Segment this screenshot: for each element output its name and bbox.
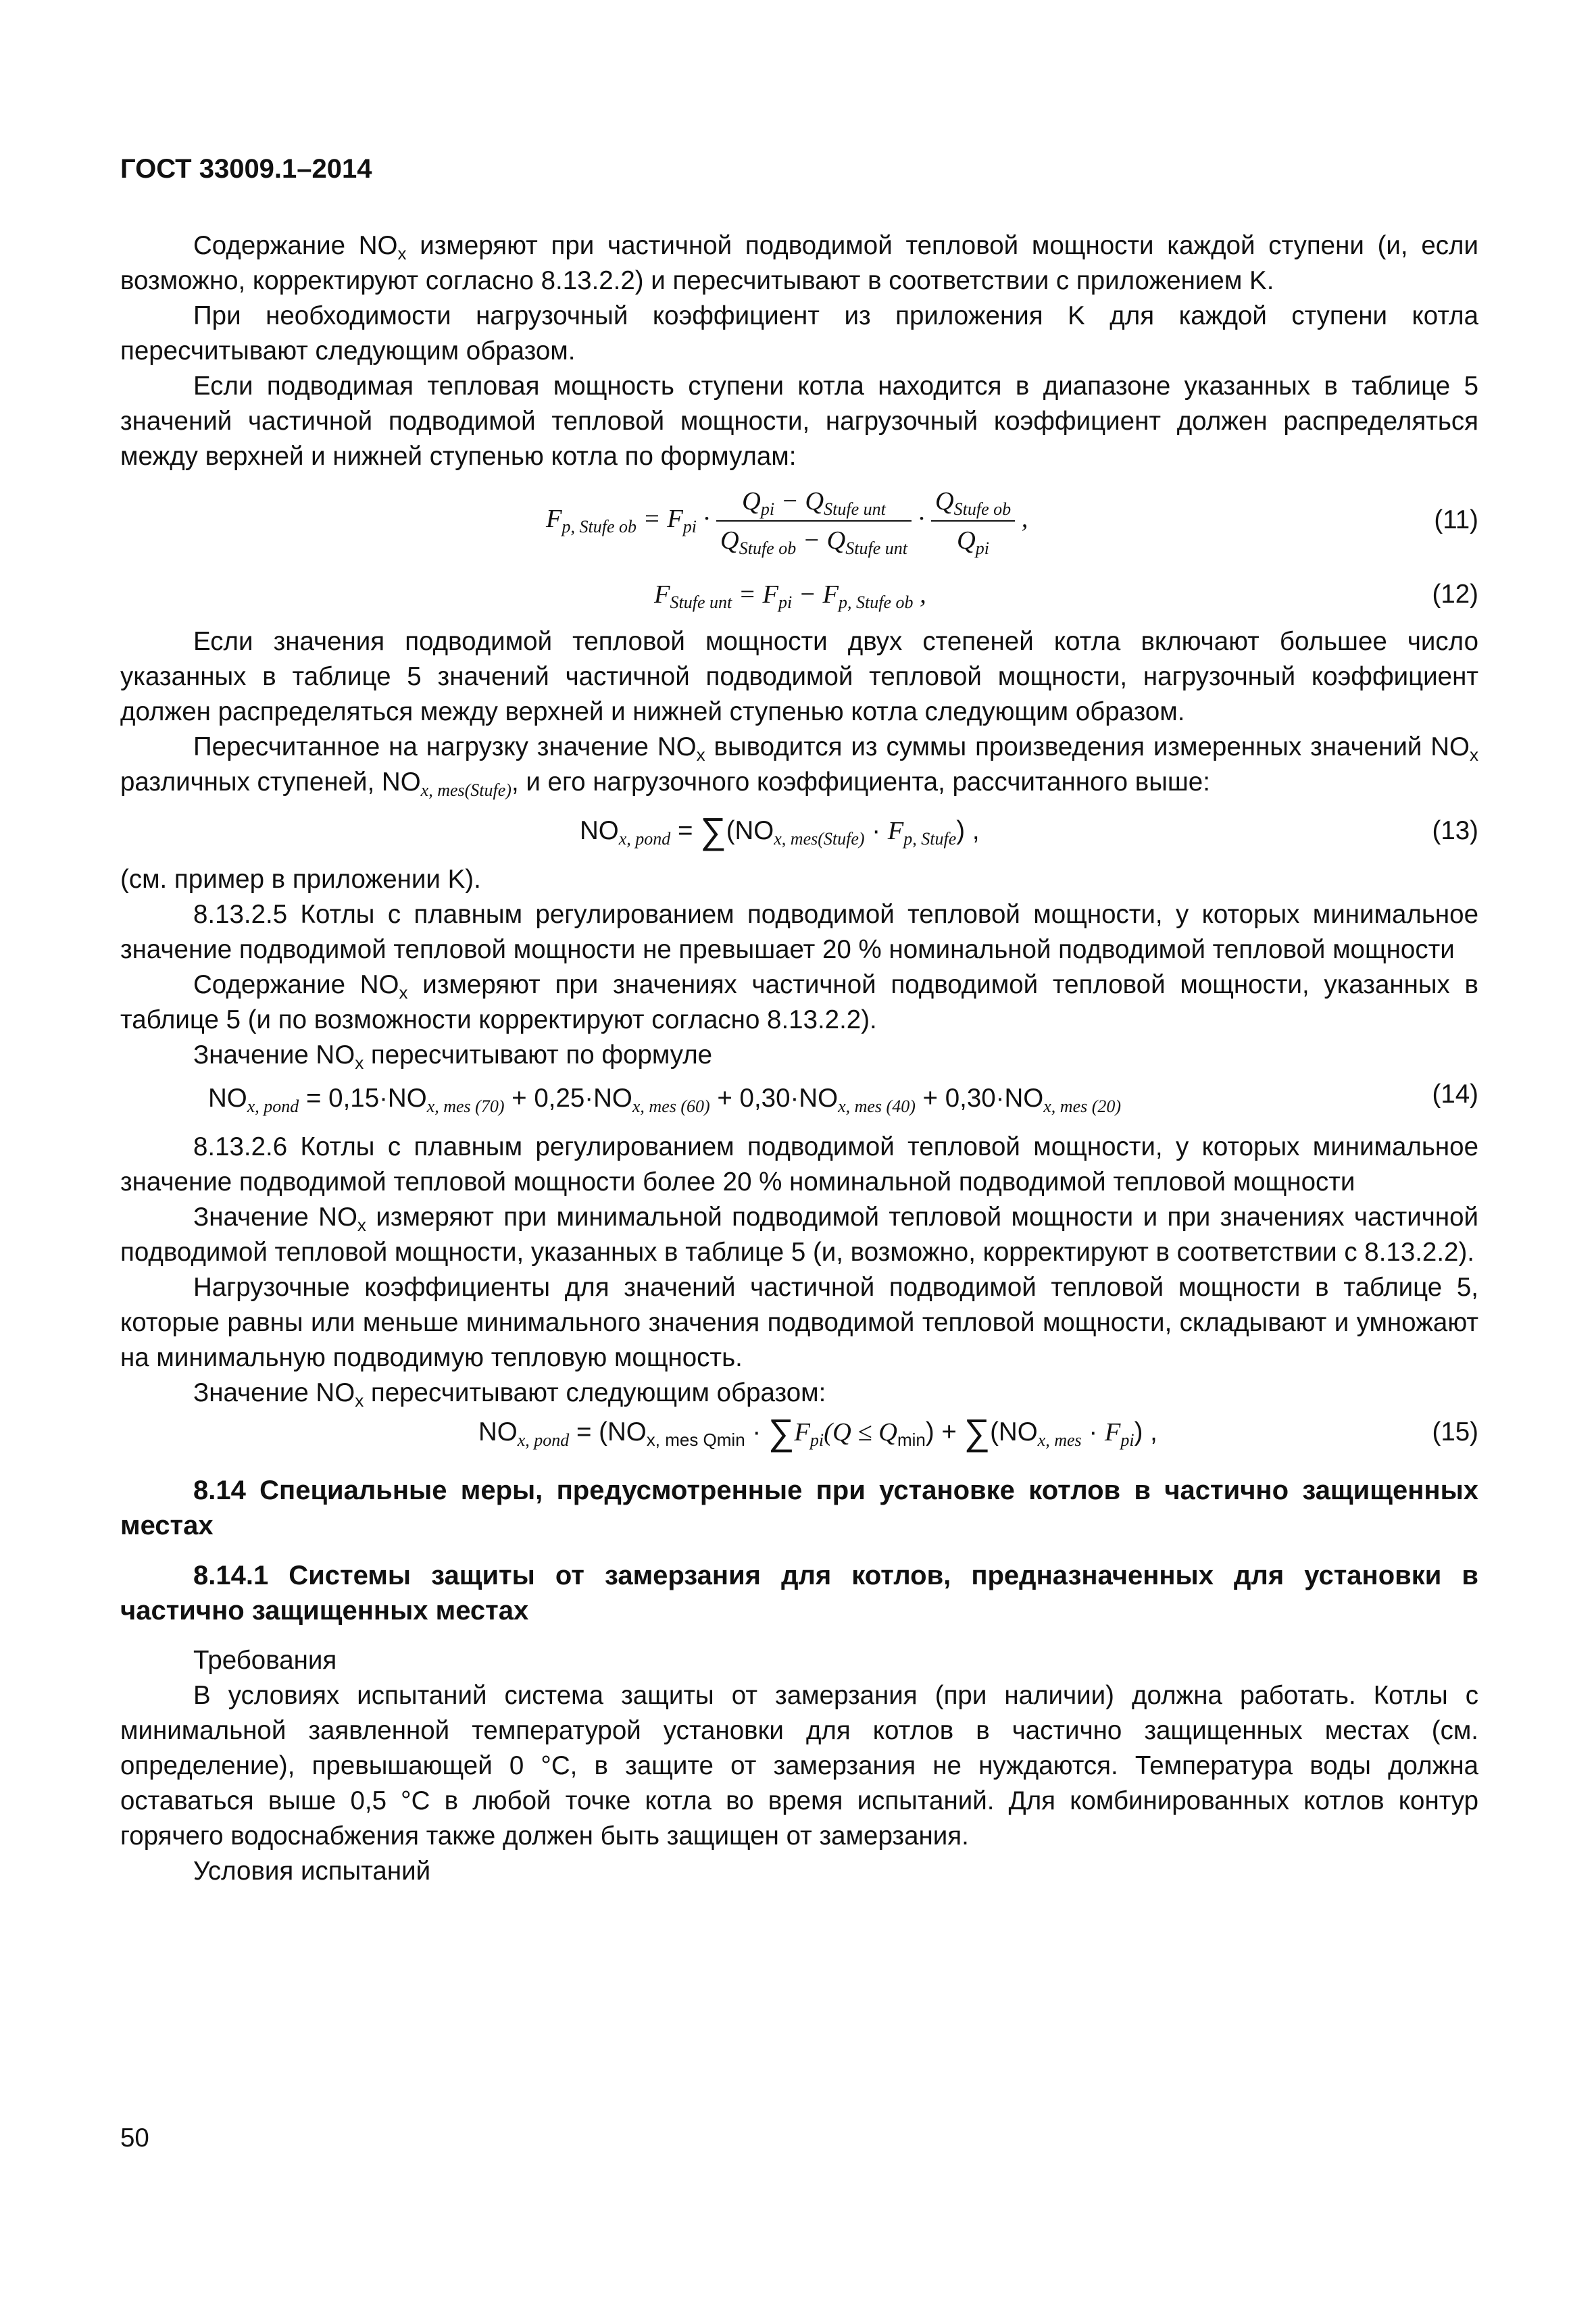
paragraph: Если значения подводимой тепловой мощности двух степеней котла включают большее число указанных в таблице 5 значений частичной подводимой тепловой мощности, нагрузочный коэффициент должен распределяться между верхней и нижней ступенью котла следующим образом. bbox=[120, 627, 1478, 726]
subsection-heading: 8.14.1 Системы защиты от замерзания для котлов, предназначенных для установки в частично защищенных местах bbox=[120, 1561, 1478, 1626]
paragraph: Содержание $NO_x$ измеряют при значениях частичной подводимой тепловой мощности, указанных в таблице 5 (и по возможности корректируют согласно 8.13.2.2). bbox=[120, 970, 1478, 1034]
paragraph: Если подводимая тепловая мощность ступени котла находится в диапазоне указанных в таблице 5 значений частичной подводимой тепловой мощности, нагрузочный коэффициент должен распределяться между верхней и нижней ступенью котла по формулам: bbox=[120, 372, 1478, 471]
equation-number: (12) bbox=[1432, 580, 1478, 609]
paragraph: В условиях испытаний система защиты от замерзания (при наличии) должна работать. Котлы с минимальной заявленной температурой установки для котлов в частично защищенных местах (см. определение), превышающей 0 °C, в защите от замерзания не нуждаются. Температура воды должна оставаться выше 0,5 °C в любой точке котла во время испытаний. Для комбинированных котлов контур горячего водоснабжения также должен быть защищен от замерзания. bbox=[120, 1681, 1478, 1851]
formula-13-expression: $NO_{x, pond} = \sum(NO_{x, mes(Stufe)} \cdot F_{p, Stufe})$ , bbox=[580, 811, 980, 851]
paragraph: Требования bbox=[193, 1646, 337, 1675]
paragraph: 8.13.2.5 Котлы с плавным регулированием подводимой тепловой мощности, у которых минимальное значение подводимой тепловой мощности не превышает 20 % номинальной подводимой тепловой мощности bbox=[120, 900, 1478, 964]
paragraph: Значение $NO_x$ пересчитывают следующим образом: bbox=[193, 1378, 826, 1411]
paragraph: При необходимости нагрузочный коэффициент из приложения K для каждой ступени котла пересчитывают следующим образом. bbox=[120, 301, 1478, 366]
equation-number: (15) bbox=[1432, 1417, 1478, 1447]
formula-15-expression: $NO_{x, pond} = (NO_{x, mes Qmin} \cdot \sum F_{pi}(Q \le Q_{min}) + \sum(NO_{x, mes} \cdot F_{pi})$ , bbox=[478, 1412, 1157, 1453]
document-body bbox=[120, 228, 1478, 1889]
formula-13 bbox=[120, 805, 1478, 861]
paragraph: Содержание $NO_x$ измеряют при частичной подводимой тепловой мощности каждой ступени (и, если возможно, корректируют согласно 8.13.2.2) и пересчитывают в соответствии с приложением K. bbox=[120, 231, 1478, 295]
formula-14 bbox=[120, 1073, 1478, 1130]
fraction: $\frac{Q_{Stufe ob}}{Q_{pi}}$ bbox=[931, 484, 1015, 558]
paragraph: Значение $NO_x$ измеряют при минимальной подводимой тепловой мощности и при значениях частичной подводимой тепловой мощности, указанных в таблице 5 (и, возможно, корректируют в соответствии с 8.13.2.2). bbox=[120, 1203, 1478, 1267]
section-heading: 8.14 Специальные меры, предусмотренные при установке котлов в частично защищенных местах bbox=[120, 1476, 1478, 1540]
formula-11-expression: $F_{p, Stufe ob} = F_{pi}$ · $\frac{Q_{pi} - Q_{Stufe unt}}{Q_{Stufe ob} - Q_{Stufe unt}}$ · $\frac{Q_{Stufe ob}}{Q_{pi}}$ , bbox=[546, 484, 1028, 558]
fraction: $\frac{Q_{pi} - Q_{Stufe unt}}{Q_{Stufe ob} - Q_{Stufe unt}}$ bbox=[716, 484, 912, 558]
equation-number: (11) bbox=[1434, 505, 1478, 534]
equation-number: (14) bbox=[1432, 1080, 1478, 1109]
paragraph: Пересчитанное на нагрузку значение $NO_x$ выводится из суммы произведения измеренных значений $NO_x$ различных ступеней, $NO_{x, mes(Stufe)}$, и его нагрузочного коэффициента, рассчитанного выше: bbox=[120, 732, 1478, 800]
formula-15 bbox=[120, 1411, 1478, 1458]
formula-12-expression: $F_{Stufe unt} = F_{pi} - F_{p, Stufe ob}$ , bbox=[654, 580, 926, 612]
equation-number: (13) bbox=[1432, 816, 1478, 845]
formula-14-expression: $NO_{x, pond} = 0,15\cdot NO_{x, mes (70)} + 0,25\cdot NO_{x, mes (60)} + 0,30\cdot NO_{x, mes (40)} + 0,30\cdot NO_{x, mes (20)}$ bbox=[208, 1084, 1122, 1116]
page-number: 50 bbox=[120, 2123, 149, 2153]
paragraph: (см. пример в приложении K). bbox=[120, 865, 481, 894]
formula-11 bbox=[120, 480, 1478, 562]
paragraph: 8.13.2.6 Котлы с плавным регулированием подводимой тепловой мощности, у которых минимальное значение подводимой тепловой мощности более 20 % номинальной подводимой тепловой мощности bbox=[120, 1132, 1478, 1197]
paragraph: Условия испытаний bbox=[193, 1857, 431, 1886]
paragraph: Нагрузочные коэффициенты для значений частичной подводимой тепловой мощности в таблице 5, которые равны или меньше минимального значения подводимой тепловой мощности, складывают и умножают на минимальную подводимую тепловую мощность. bbox=[120, 1273, 1478, 1372]
paragraph: Значение $NO_x$ пересчитывают по формуле bbox=[193, 1040, 713, 1073]
document-header: ГОСТ 33009.1–2014 bbox=[120, 154, 372, 184]
formula-12 bbox=[120, 568, 1478, 623]
